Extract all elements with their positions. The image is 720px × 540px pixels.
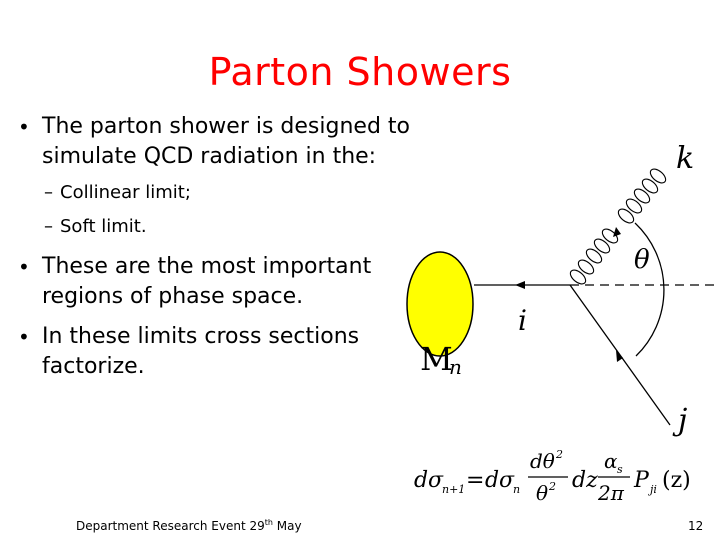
frac2-denominator: 2π xyxy=(598,481,624,505)
label-M: M xyxy=(420,340,453,378)
sub-bullet-text: Soft limit. xyxy=(60,216,147,237)
formula-P-sub: ji xyxy=(650,483,657,496)
incoming-arrow xyxy=(515,281,525,289)
formula-P: P xyxy=(634,468,649,493)
page-number: 12 xyxy=(688,519,704,533)
label-k: k xyxy=(676,141,695,176)
slide-title: Parton Showers xyxy=(208,50,512,94)
formula-sub-n1: n+1 xyxy=(442,483,466,496)
angle-arc xyxy=(635,223,664,356)
formula-sub-n: n xyxy=(513,483,521,496)
frac2-numerator: α xyxy=(604,449,618,473)
formula-equals: = xyxy=(466,468,485,493)
label-i: i xyxy=(518,304,527,337)
frac1-numerator: dθ xyxy=(530,449,555,473)
gluon-line xyxy=(568,166,668,286)
sub-bullet-dash: – xyxy=(44,216,53,237)
bullet-text: In these limits cross sections factorize. xyxy=(42,324,360,379)
bullet-dot: • xyxy=(18,255,30,279)
outgoing-arrow xyxy=(616,350,623,362)
formula-sigma: σ xyxy=(428,468,444,493)
label-j: j xyxy=(678,403,688,438)
sub-bullet-text: Collinear limit; xyxy=(60,182,191,203)
frac1-den-sup: 2 xyxy=(549,480,556,493)
formula-d2: d xyxy=(485,468,500,493)
bullet-text: These are the most important regions of phase space. xyxy=(42,254,372,309)
gluon-arrow xyxy=(613,227,621,237)
frac2-num-sub: s xyxy=(617,463,623,476)
sub-bullet-dash: – xyxy=(44,182,53,203)
frac1-num-sup: 2 xyxy=(556,448,563,461)
factorization-formula xyxy=(414,448,691,505)
formula-dz: dz xyxy=(572,468,598,493)
footer-text: Department Research Event 29th May xyxy=(76,518,302,533)
label-theta: θ xyxy=(634,245,650,275)
formula-arg: (z) xyxy=(662,468,691,493)
bullet-text: The parton shower is designed to simulate QCD radiation in the: xyxy=(42,114,410,169)
label-n: n xyxy=(449,355,462,379)
bullet-dot: • xyxy=(18,325,30,349)
formula-sigma2: σ xyxy=(499,468,515,493)
bullet-dot: • xyxy=(18,115,30,139)
formula-d: d xyxy=(414,468,429,493)
frac1-denominator: θ xyxy=(536,481,549,505)
